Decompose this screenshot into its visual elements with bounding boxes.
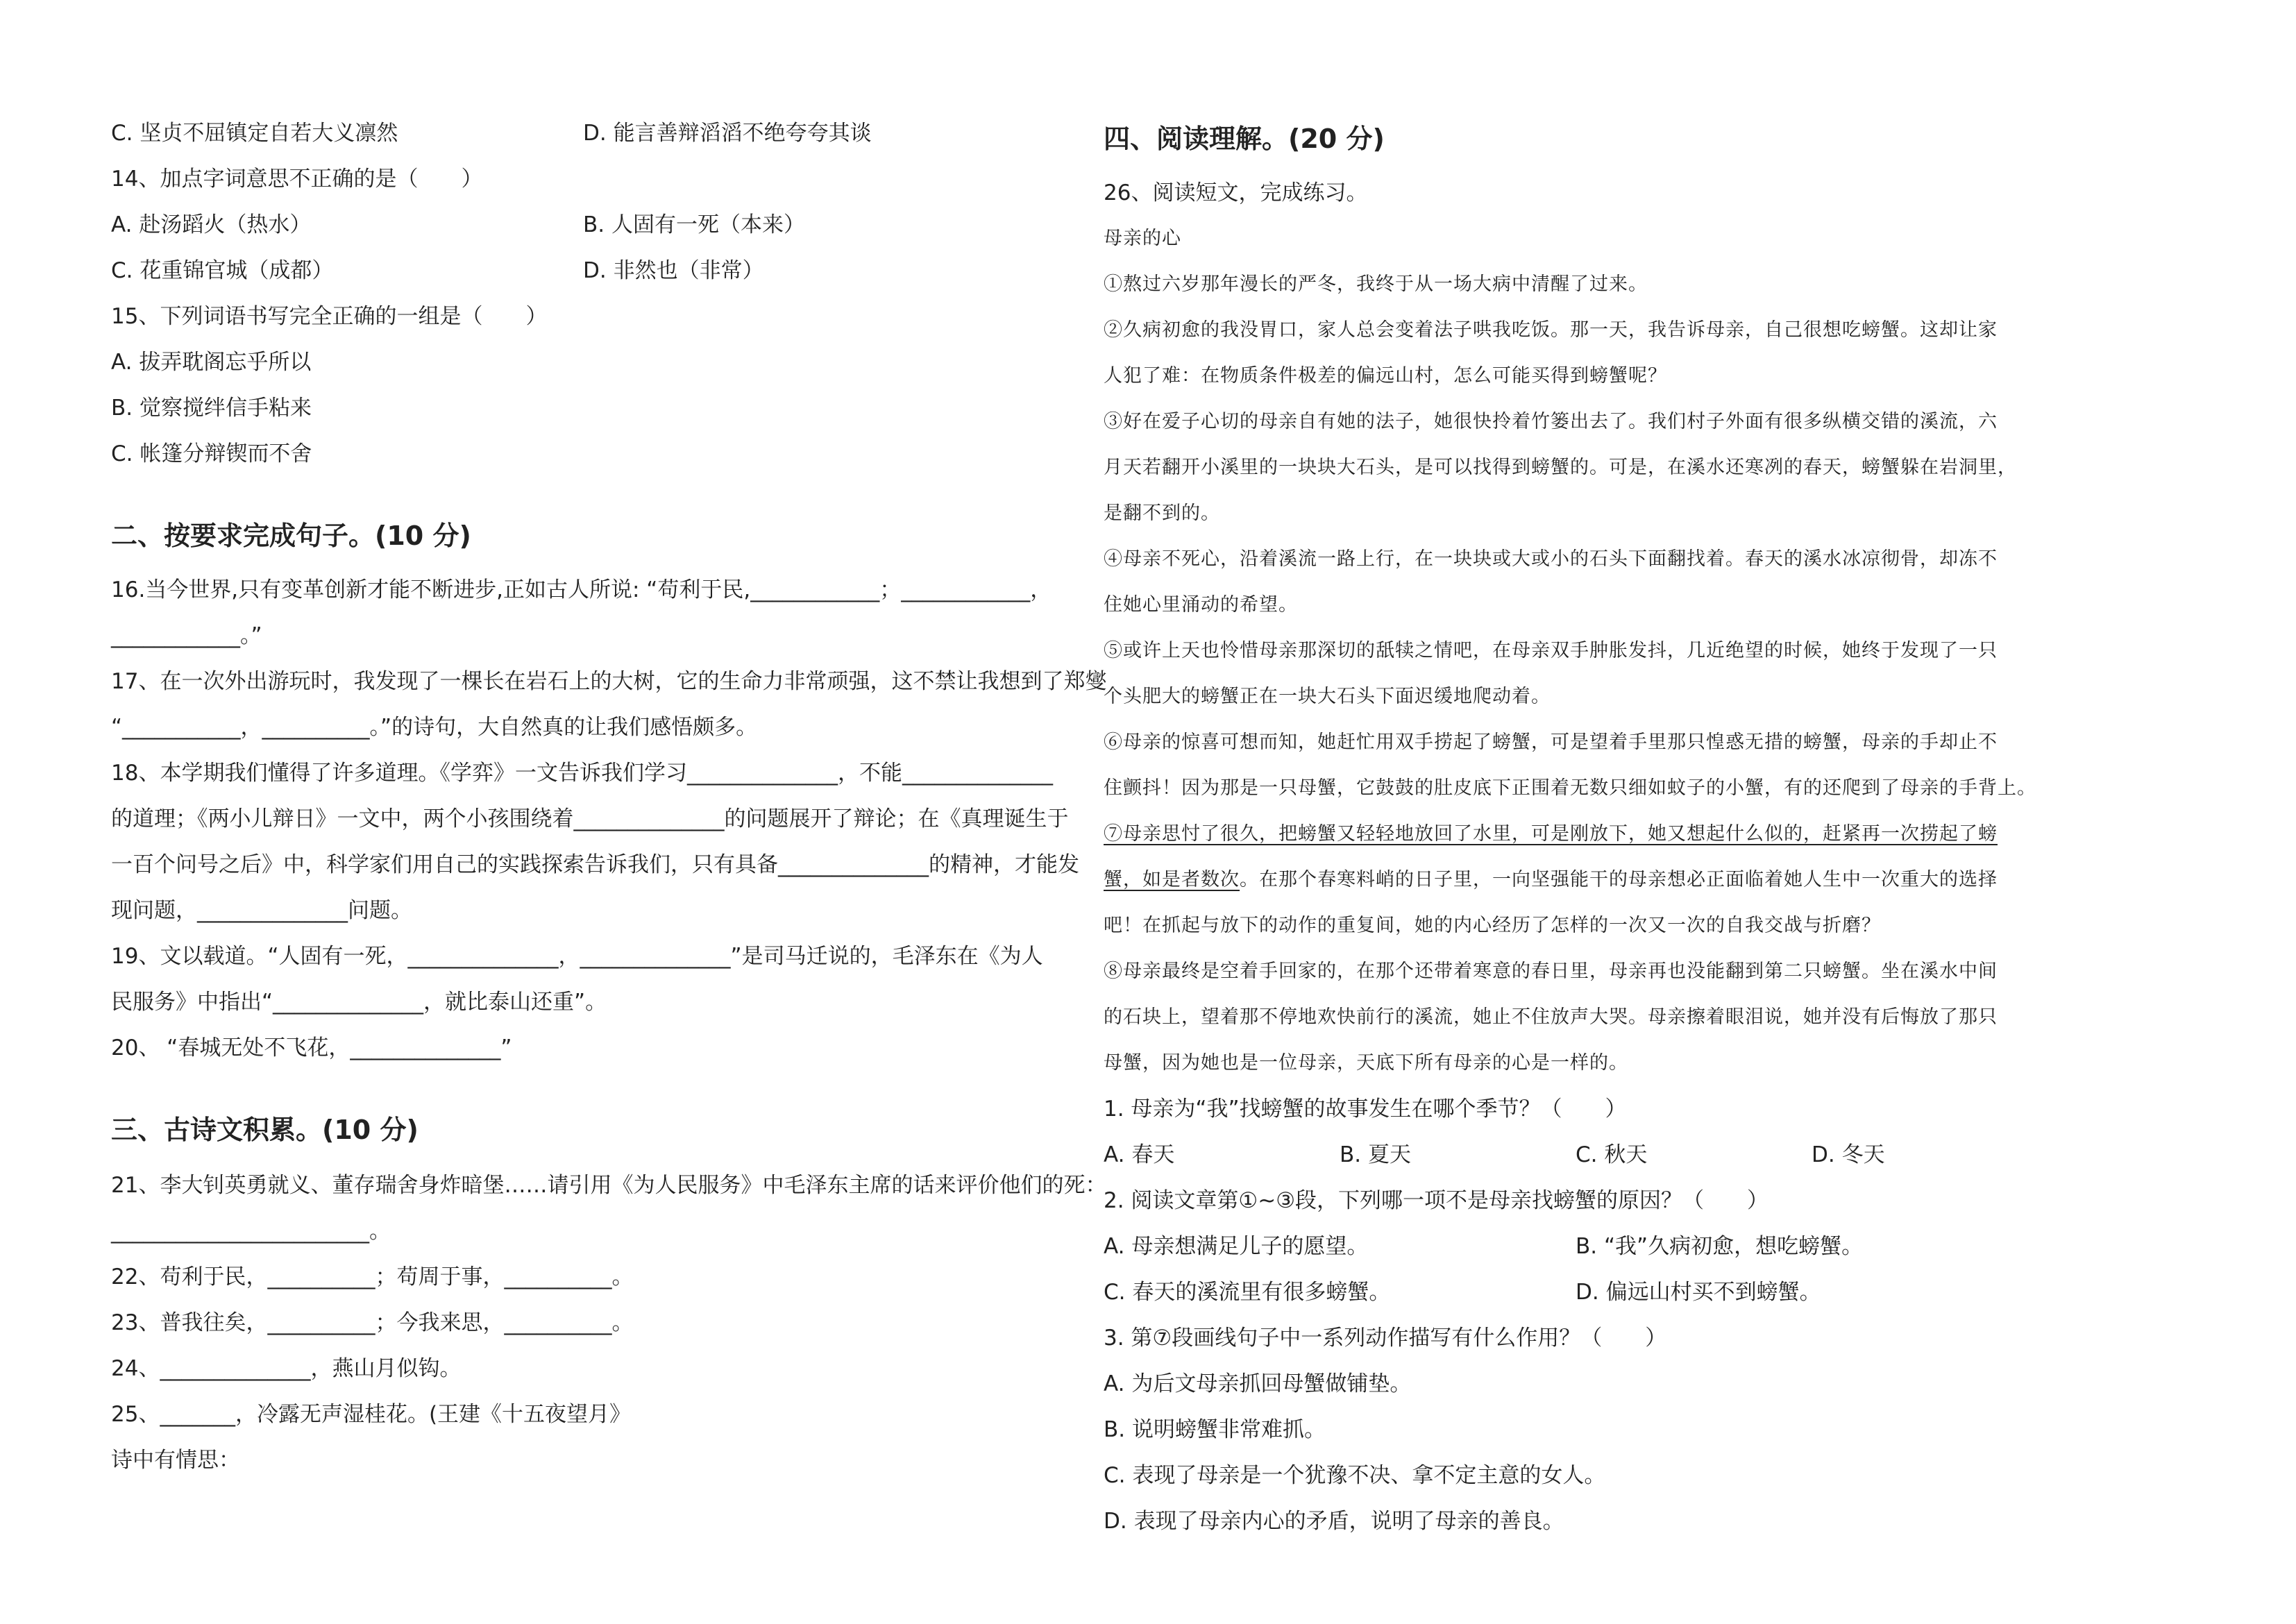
q13-option-d: D. 能言善辩滔滔不绝夸夸其谈 [583, 121, 872, 146]
passage-p2-line2: 人犯了难：在物质条件极差的偏远山村，怎么可能买得到螃蟹呢？ [1104, 365, 1667, 387]
q25-prompt: 诗中有情思： [111, 1448, 240, 1473]
passage-p1: ①熬过六岁那年漫长的严冬，我终于从一场大病中清醒了过来。 [1104, 273, 1648, 295]
subq3-option-c: C. 表现了母亲是一个犹豫不决、拿不定主意的女人。 [1104, 1463, 1606, 1488]
passage-title: 母亲的心 [1104, 228, 1181, 249]
subq2-stem: 2. 阅读文章第①~③段，下列哪一项不是母亲找螃蟹的原因？（ ） [1104, 1188, 1769, 1213]
subq3-stem: 3. 第⑦段画线句子中一系列动作描写有什么作用？（ ） [1104, 1326, 1667, 1351]
passage-p3-line2: 月天若翻开小溪里的一块块大石头，是可以找得到螃蟹的。可是，在溪水还寒冽的春天，螃蟹躲在岩洞里， [1104, 457, 2017, 478]
q23: 23、普我往矣，__________；今我来思，__________。 [111, 1310, 634, 1335]
q26-stem: 26、阅读短文，完成练习。 [1104, 180, 1368, 205]
passage-p7-line1-underlined: ⑦母亲思忖了很久，把螃蟹又轻轻地放回了水里，可是刚放下，她又想起什么似的，赶紧再一次捞起了螃 [1104, 823, 1998, 845]
q17-line-2: “___________，__________。”的诗句，大自然真的让我们感悟颇多。 [111, 715, 758, 740]
q15-option-b: B. 觉察搅绊信手粘来 [111, 396, 312, 421]
q22: 22、苟利于民，__________；苟周于事，__________。 [111, 1264, 634, 1289]
q14-option-c: C. 花重锦官城（成都） [111, 258, 334, 283]
passage-p5-line1: ⑤或许上天也怜惜母亲那深切的舐犊之情吧，在母亲双手肿胀发抖，几近绝望的时候，她终于发现了一只 [1104, 640, 1998, 661]
passage-p6-line2: 住颤抖！因为那是一只母蟹，它鼓鼓的肚皮底下正围着无数只细如蚊子的小蟹，有的还爬到了母亲的手背上。 [1104, 777, 2036, 799]
passage-p3-line1: ③好在爱子心切的母亲自有她的法子，她很快拎着竹篓出去了。我们村子外面有很多纵横交错的溪流，六 [1104, 411, 1998, 432]
subq2-option-c: C. 春天的溪流里有很多螃蟹。 [1104, 1280, 1391, 1305]
section-2-heading: 二、按要求完成句子。(10 分) [111, 521, 471, 551]
subq1-option-a: A. 春天 [1104, 1142, 1175, 1167]
subq1-option-c: C. 秋天 [1576, 1142, 1648, 1167]
q18-line-4: 现问题，______________问题。 [111, 898, 412, 923]
passage-p7-line2 [1104, 866, 1998, 894]
q18-line-3: 一百个问号之后》中，科学家们用自己的实践探索告诉我们，只有具备______________的精神，才能发 [111, 852, 1079, 877]
q15-stem: 15、下列词语书写完全正确的一组是（ ） [111, 304, 548, 329]
q14-option-b: B. 人固有一死（本来） [583, 212, 805, 237]
q20: 20、 “春城无处不飞花，______________” [111, 1035, 512, 1060]
q16-line-1: 16.当今世界,只有变革创新才能不断进步,正如古人所说: “苟利于民,____________；____________， [111, 577, 1052, 602]
passage-p3-line3: 是翻不到的。 [1104, 502, 1220, 524]
subq1-stem: 1. 母亲为“我”找螃蟹的故事发生在哪个季节？（ ） [1104, 1097, 1627, 1122]
q18-line-1: 18、本学期我们懂得了许多道理。《学弈》一文告诉我们学习______________，不能______________ [111, 761, 1053, 786]
passage-p2-line1: ②久病初愈的我没胃口，家人总会变着法子哄我吃饭。那一天，我告诉母亲，自己很想吃螃蟹。这却让家 [1104, 319, 1998, 341]
passage-p8-line2: 的石块上，望着那不停地欢快前行的溪流，她止不住放声大哭。母亲擦着眼泪说，她并没有后悔放了那只 [1104, 1006, 1998, 1028]
q17-line-1: 17、在一次外出游玩时，我发现了一棵长在岩石上的大树，它的生命力非常顽强，这不禁让我想到了郑燮 [111, 669, 1107, 694]
passage-p8-line1: ⑧母亲最终是空着手回家的，在那个还带着寒意的春日里，母亲再也没能翻到第二只螃蟹。坐在溪水中间 [1104, 961, 1998, 982]
passage-p8-line3: 母蟹，因为她也是一位母亲，天底下所有母亲的心是一样的。 [1104, 1052, 1628, 1074]
q15-option-a: A. 拔弄耽阁忘乎所以 [111, 350, 312, 375]
q21-line-1: 21、李大钊英勇就义、董存瑞舍身炸暗堡……请引用《为人民服务》中毛泽东主席的话来评价他们的死： [111, 1173, 1107, 1198]
q18-line-2: 的道理；《两小儿辩日》一文中，两个小孩围绕着______________的问题展开了辩论；在《真理诞生于 [111, 806, 1069, 831]
subq3-option-b: B. 说明螃蟹非常难抓。 [1104, 1417, 1326, 1442]
q19-line-1: 19、文以载道。“人固有一死，______________，______________”是司马迁说的，毛泽东在《为人 [111, 944, 1043, 969]
section-3-heading: 三、古诗文积累。(10 分) [111, 1115, 419, 1145]
subq2-option-a: A. 母亲想满足儿子的愿望。 [1104, 1234, 1369, 1259]
subq3-option-d: D. 表现了母亲内心的矛盾，说明了母亲的善良。 [1104, 1509, 1564, 1534]
q25: 25、_______，冷露无声湿桂花。(王建《十五夜望月》 [111, 1402, 632, 1427]
right-column [1104, 0, 2061, 1624]
passage-p4-line2: 住她心里涌动的希望。 [1104, 594, 1298, 616]
left-column [111, 0, 1107, 1624]
passage-p6-line1: ⑥母亲的惊喜可想而知，她赶忙用双手捞起了螃蟹，可是望着手里那只惶惑无措的螃蟹，母亲的手却止不 [1104, 731, 1998, 753]
q15-option-c: C. 帐篷分辩锲而不舍 [111, 441, 312, 466]
subq2-option-b: B. “我”久病初愈，想吃螃蟹。 [1576, 1234, 1864, 1259]
subq1-option-d: D. 冬天 [1812, 1142, 1885, 1167]
q19-line-2: 民服务》中指出“______________，就比泰山还重”。 [111, 990, 607, 1015]
section-4-heading: 四、阅读理解。(20 分) [1104, 124, 1385, 154]
passage-p5-line2: 个头肥大的螃蟹正在一块大石头下面迟缓地爬动着。 [1104, 686, 1551, 707]
passage-p7-rest: 。在那个春寒料峭的日子里，一向坚强能干的母亲想必正面临着她人生中一次重大的选择 [1240, 869, 1998, 890]
subq2-option-d: D. 偏远山村买不到螃蟹。 [1576, 1280, 1821, 1305]
passage-p7-line3: 吧！在抓起与放下的动作的重复间，她的内心经历了怎样的一次又一次的自我交战与折磨？ [1104, 915, 1881, 936]
q14-stem: 14、加点字词意思不正确的是（ ） [111, 167, 483, 192]
q13-option-c: C. 坚贞不屈镇定自若大义凛然 [111, 121, 398, 146]
q24: 24、______________，燕山月似钩。 [111, 1356, 462, 1381]
subq3-option-a: A. 为后文母亲抓回母蟹做铺垫。 [1104, 1371, 1412, 1396]
q21-line-2: ________________________。 [111, 1219, 391, 1244]
subq1-option-b: B. 夏天 [1340, 1142, 1411, 1167]
passage-p7-underlined-part: 蟹，如是者数次 [1104, 869, 1240, 890]
passage-p4-line1: ④母亲不死心，沿着溪流一路上行，在一块块或大或小的石头下面翻找着。春天的溪水冰凉彻骨，却冻不 [1104, 548, 1998, 570]
q16-line-2: ____________。” [111, 623, 262, 648]
q14-option-a: A. 赴汤蹈火（热水） [111, 212, 312, 237]
q14-option-d: D. 非然也（非常） [583, 258, 764, 283]
